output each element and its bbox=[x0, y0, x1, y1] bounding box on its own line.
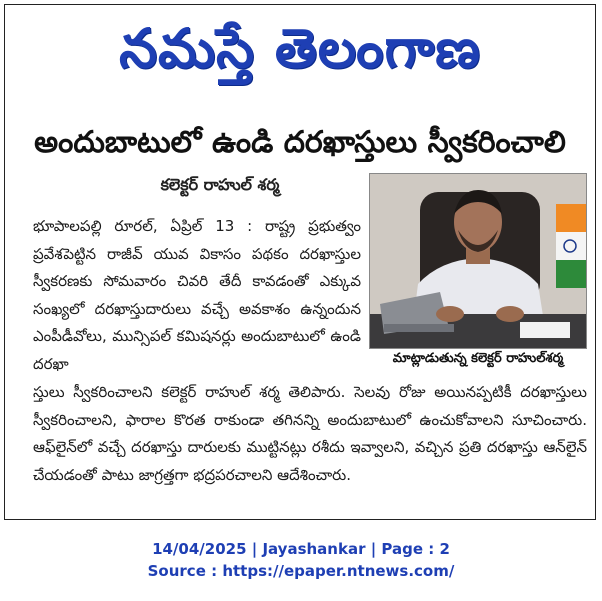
newspaper-title: నమస్తే తెలంగాణ bbox=[119, 16, 481, 80]
newspaper-clipping bbox=[4, 4, 596, 520]
article-paragraph-bottom: స్తులు స్వీకరించాలని కలెక్టర్ రాహుల్ శర్మ తెలిపారు. సెలవు రోజు అయినప్పటికీ దరఖాస్తులు స్వీకరించాలని, ఫారాల కొరత రాకుండా తగినన్ని అందుబాటులో ఉంచుకోవాలని సూచించారు. ఆఫ్‌లైన్‌లో వచ్చే దరఖాస్తు దారులకు ముట్టినట్లు రశీదు ఇవ్వాలని, వచ్చిన ప్రతి దరఖాస్తు ఆన్‌లైన్ చేయడంతో పాటు జాగ్రత్తగా భద్రపరచాలని ఆదేశించారు. bbox=[33, 383, 587, 484]
photo-caption: మాట్లాడుతున్న కలెక్టర్ రాహుల్‌శర్మ bbox=[392, 351, 564, 366]
article-byline: కలెక్టర్ రాహుల్ శర్మ bbox=[160, 175, 280, 194]
collector-photo bbox=[369, 173, 587, 349]
clipping-footer bbox=[0, 538, 602, 582]
article-paragraph-top: భూపాలపల్లి రూరల్, ఏప్రిల్ 13 : రాష్ట్ర ప్రభుత్వం ప్రవేశపెట్టిన రాజీవ్ యువ వికాసం పథకం దరఖాస్తుల స్వీకరణకు సోమవారం చివరి తేదీ కావడంతో ఎక్కువ సంఖ్యలో దరఖాస్తుదారులు వచ్చే అవకాశం ఉన్నందున ఎంపీడీవోలు, మున్సిపల్ కమిషనర్లు అందుబాటులో ఉండి దరఖా bbox=[33, 217, 361, 373]
publication-meta: 14/04/2025 | Jayashankar | Page : 2 bbox=[152, 540, 450, 558]
masthead bbox=[5, 5, 595, 105]
collector-photo-illustration bbox=[370, 174, 586, 348]
source-link[interactable]: Source : https://epaper.ntnews.com/ bbox=[147, 562, 455, 580]
article-headline: అందుబాటులో ఉండి దరఖాస్తులు స్వీకరించాలి bbox=[34, 125, 566, 160]
